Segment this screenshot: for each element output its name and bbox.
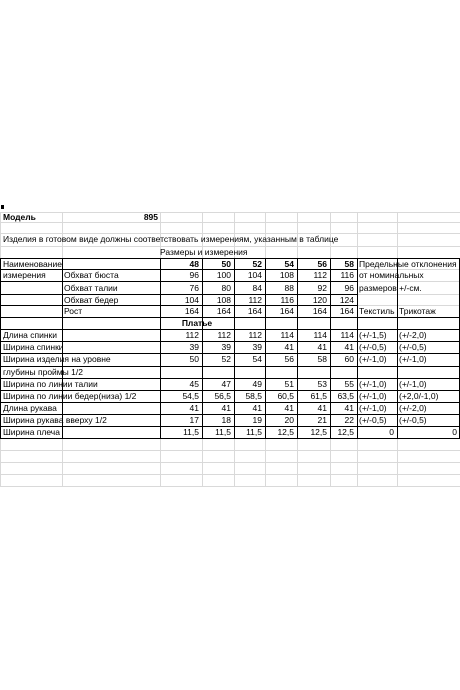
dress-row-value[interactable]: 56 [284,354,294,364]
body-row-value[interactable]: 164 [339,306,354,316]
dress-row-value[interactable]: 12,5 [277,427,294,437]
table-border-col [357,258,358,438]
name-label-2[interactable]: измерения [3,270,46,280]
dress-row-knit[interactable]: (+/-2,0) [399,403,427,413]
body-row-value[interactable]: 96 [344,283,354,293]
dress-row-label[interactable]: Ширина спинки [3,342,64,352]
dress-row-knit[interactable]: (+/-1,0) [399,379,427,389]
dress-row-value[interactable]: 39 [189,342,199,352]
dress-row-value[interactable]: 112 [217,330,231,340]
dress-row-knit[interactable]: (+/-1,0) [399,354,427,364]
body-row-value[interactable]: 164 [216,306,231,316]
body-row-value[interactable]: 108 [279,270,294,280]
size-header[interactable]: 58 [344,259,354,269]
dress-row-value[interactable]: 47 [221,379,231,389]
dress-row-label[interactable]: Ширина по линии талии [3,379,98,389]
body-row-value[interactable]: 164 [312,306,327,316]
gridline-row [0,212,460,213]
dress-row-value[interactable]: 56,5 [214,391,231,401]
dress-row-textile[interactable]: (+/-1,5) [359,330,387,340]
body-row-value[interactable]: 96 [189,270,199,280]
table-border-row [0,294,357,295]
dress-row-label[interactable]: Ширина рукава вверху 1/2 [3,415,107,425]
dress-row-textile[interactable]: (+/-0,5) [359,342,387,352]
dress-row-value[interactable]: 61,5 [310,391,327,401]
dress-row-value[interactable]: 114 [280,330,294,340]
body-row-value[interactable]: 104 [247,270,262,280]
body-row-value[interactable]: 116 [340,270,354,280]
dress-row-value[interactable]: 60 [344,354,354,364]
dress-row-value[interactable]: 11,5 [183,427,199,437]
tolerance-line-2[interactable]: от номинальных [359,270,424,280]
dress-row-value[interactable]: 22 [344,415,354,425]
table-border-row [0,317,357,318]
body-row-value[interactable]: 100 [216,270,231,280]
dress-row-value[interactable]: 39 [221,342,231,352]
dress-row-value[interactable]: 58 [317,354,327,364]
dress-row-value[interactable]: 51 [284,379,294,389]
dress-row-textile[interactable]: (+/-1,0) [359,379,387,389]
dress-row-knit[interactable]: (+/-2,0) [399,330,427,340]
tolerance-textile[interactable]: Текстиль [359,306,395,316]
size-header[interactable]: 50 [221,259,231,269]
size-header[interactable]: 48 [189,259,199,269]
dress-row-textile[interactable]: (+/-1,0) [359,354,387,364]
size-header[interactable]: 52 [252,259,262,269]
dress-row-label[interactable]: Длина спинки [3,330,58,340]
dress-row-label[interactable]: Ширина по линии бедер(низа) 1/2 [3,391,137,401]
table-border-row [0,281,357,282]
sizes-title[interactable]: Размеры и измерения [160,247,248,257]
gridline-row [0,486,460,487]
dress-row-knit[interactable]: (+/-0,5) [399,415,427,425]
dress-row-value[interactable]: 112 [185,330,199,340]
body-row-value[interactable]: 120 [312,295,327,305]
tolerance-line-3[interactable]: размеров +/-см. [359,283,422,293]
dress-row-label[interactable]: Длина рукава [3,403,57,413]
dress-row-value[interactable]: 114 [313,330,327,340]
model-label[interactable]: Модель [3,212,36,222]
dress-row-value[interactable]: 12,5 [310,427,327,437]
dress-row-value[interactable]: 41 [344,403,354,413]
body-row-label[interactable]: Обхват бедер [64,295,119,305]
body-row-value[interactable]: 164 [247,306,262,316]
body-row-value[interactable]: 116 [280,295,294,305]
dress-row-textile[interactable]: 0 [389,427,394,437]
dress-row-value[interactable]: 60,5 [277,391,294,401]
dress-row-value[interactable]: 45 [189,379,199,389]
dress-row-value[interactable]: 12,5 [337,427,354,437]
dress-row-value[interactable]: 41 [221,403,231,413]
table-border-row [357,317,460,318]
dress-row-value[interactable]: 11,5 [215,427,231,437]
size-header[interactable]: 56 [317,259,327,269]
dress-row-value[interactable]: 41 [344,342,354,352]
body-row-label[interactable]: Рост [64,306,83,316]
dress-row-label[interactable]: Ширина изделия на уровне [3,354,111,364]
gridline-row [0,474,460,475]
dress-row-value[interactable]: 41 [284,342,294,352]
dress-row-value[interactable]: 53 [317,379,327,389]
body-row-value[interactable]: 112 [248,295,262,305]
model-value[interactable]: 895 [143,212,158,222]
dress-row-knit[interactable]: (+/-0,5) [399,342,427,352]
dress-row-textile[interactable]: (+/-1,0) [359,403,387,413]
body-row-label[interactable]: Обхват бюста [64,270,119,280]
dress-row-value[interactable]: 63,5 [337,391,354,401]
dress-row-knit[interactable]: 0 [452,427,457,437]
body-row-value[interactable]: 164 [184,306,199,316]
dress-row-value[interactable]: 20 [284,415,294,425]
table-border-row [0,269,357,270]
dress-row-value[interactable]: 49 [252,379,262,389]
dress-row-value[interactable]: 41 [317,403,327,413]
dress-row-value[interactable]: 112 [248,330,262,340]
dress-row-value[interactable]: 54,5 [182,391,199,401]
table-border-row [357,426,460,427]
dress-row-textile[interactable]: (+/-1,0) [359,391,387,401]
dress-row-value[interactable]: 21 [317,415,327,425]
dress-row-value[interactable]: 19 [252,415,262,425]
dress-row-knit[interactable]: (+2,0/-1,0) [399,391,439,401]
body-row-value[interactable]: 112 [313,270,327,280]
body-row-value[interactable]: 76 [189,283,199,293]
dress-row-value[interactable]: 11,5 [246,427,262,437]
size-header[interactable]: 54 [284,259,294,269]
dress-row-value[interactable]: 50 [189,354,199,364]
gridline-row [0,450,460,451]
dress-row-label[interactable]: глубины проймы 1/2 [3,367,83,377]
dress-row-value[interactable]: 55 [344,379,354,389]
dress-row-value[interactable]: 41 [252,403,262,413]
dress-row-value[interactable]: 41 [189,403,199,413]
dress-row-value[interactable]: 39 [252,342,262,352]
body-row-value[interactable]: 108 [216,295,231,305]
conformity-note[interactable]: Изделия в готовом виде должны соответствовать измерениям, указанным в таблице [3,234,339,244]
body-row-value[interactable]: 124 [339,295,354,305]
body-row-value[interactable]: 164 [279,306,294,316]
dress-row-value[interactable]: 41 [284,403,294,413]
table-border-row [0,305,357,306]
body-row-value[interactable]: 88 [284,283,294,293]
table-border-row [357,366,460,367]
gridline-row [0,222,460,223]
body-row-value[interactable]: 104 [184,295,199,305]
dress-row-value[interactable]: 17 [189,415,199,425]
dress-row-textile[interactable]: (+/-0,5) [359,415,387,425]
dress-row-value[interactable]: 18 [221,415,231,425]
tolerance-knit[interactable]: Трикотаж [399,306,436,316]
name-label-1[interactable]: Наименование [3,259,62,269]
dress-row-value[interactable]: 114 [340,330,354,340]
gridline-row [0,462,460,463]
section-title[interactable]: Платье [181,318,213,328]
dress-row-value[interactable]: 41 [317,342,327,352]
body-row-value[interactable]: 92 [317,283,327,293]
body-row-value[interactable]: 84 [252,283,262,293]
dress-row-value[interactable]: 54 [252,354,262,364]
dress-row-label[interactable]: Ширина плеча [3,427,60,437]
dress-row-value[interactable]: 58,5 [245,391,262,401]
table-border-bottom [0,438,460,439]
cell-cursor-marker [1,205,4,209]
body-row-label[interactable]: Обхват талии [64,283,118,293]
dress-row-value[interactable]: 52 [221,354,231,364]
tolerance-title[interactable]: Предельные отклонения [359,259,457,269]
body-row-value[interactable]: 80 [221,283,231,293]
table-border-col [0,258,1,438]
